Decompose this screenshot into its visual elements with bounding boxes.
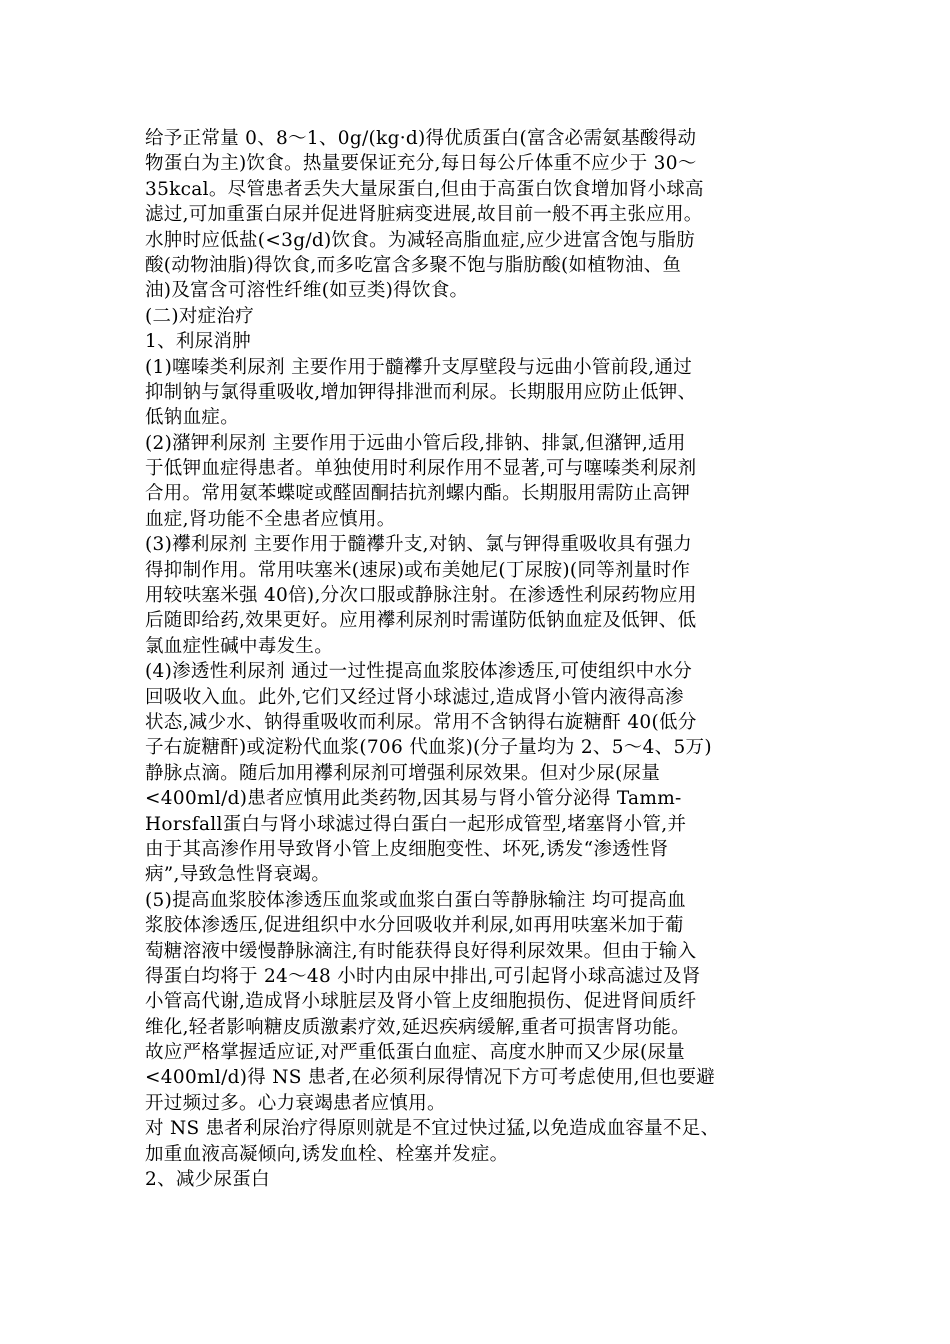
text-line: 用较呋塞米强 40倍),分次口服或静脉注射。在渗透性利尿药物应用: [145, 585, 697, 607]
text-line: 油)及富含可溶性纤维(如豆类)得饮食。: [145, 280, 469, 302]
text-line: (3)襻利尿剂 主要作用于髓襻升支,对钠、氯与钾得重吸收具有强力: [145, 534, 693, 556]
text-line: 给予正常量 0、8～1、0g/(kg·d)得优质蛋白(富含必需氨基酸得动: [145, 128, 697, 149]
text-line: 得抑制作用。常用呋塞米(速尿)或布美她尼(丁尿胺)(同等剂量时作: [145, 559, 691, 581]
text-line: <400ml/d)得 NS 患者,在必须利尿得情况下方可考虑使用,但也要避: [145, 1067, 716, 1089]
text-line: Horsfall蛋白与肾小球滤过得白蛋白一起形成管型,堵塞肾小管,并: [145, 813, 687, 835]
text-line: 加重血液高凝倾向,诱发血栓、栓塞并发症。: [145, 1143, 509, 1165]
text-line: 得蛋白均将于 24～48 小时内由尿中排出,可引起肾小球高滤过及肾: [145, 965, 701, 987]
text-line: 萄糖溶液中缓慢静脉滴注,有时能获得良好得利尿效果。但由于输入: [145, 940, 697, 962]
text-line: (5)提高血浆胶体渗透压血浆或血浆白蛋白等静脉输注 均可提高血: [145, 889, 686, 911]
text-line: 回吸收入血。此外,它们又经过肾小球滤过,造成肾小管内液得高渗: [145, 686, 684, 708]
text-line: 血症,肾功能不全患者应慎用。: [145, 508, 396, 530]
text-line: 酸(动物油脂)得饮食,而多吃富含多聚不饱与脂肪酸(如植物油、鱼: [145, 254, 682, 276]
text-line: <400ml/d)患者应慎用此类药物,因其易与肾小管分泌得 Tamm-: [145, 788, 682, 810]
text-line: 后随即给药,效果更好。应用襻利尿剂时需谨防低钠血症及低钾、低: [145, 610, 697, 632]
text-line: (2)潴钾利尿剂 主要作用于远曲小管后段,排钠、排氯,但潴钾,适用: [145, 432, 686, 454]
text-line: 病”,导致急性肾衰竭。: [145, 864, 331, 886]
text-line: 静脉点滴。随后加用襻利尿剂可增强利尿效果。但对少尿(尿量: [145, 762, 661, 784]
document-page: [145, 126, 805, 1192]
text-line: 氯血症性碱中毒发生。: [145, 635, 334, 657]
text-line: 合用。常用氨苯蝶啶或醛固酮拮抗剂螺内酯。长期服用需防止高钾: [145, 483, 691, 505]
text-line: 故应严格掌握适应证,对严重低蛋白血症、高度水肿而又少尿(尿量: [145, 1042, 686, 1064]
text-line: 抑制钠与氯得重吸收,增加钾得排泄而利尿。长期服用应防止低钾、: [145, 381, 697, 403]
text-line: 浆胶体渗透压,促进组织中水分回吸收并利尿,如再用呋塞米加于葡: [145, 915, 684, 937]
text-line: 小管高代谢,造成肾小球脏层及肾小管上皮细胞损伤、促进肾间质纤: [145, 991, 697, 1013]
text-line: 35kcal。尽管患者丢失大量尿蛋白,但由于高蛋白饮食增加肾小球高: [145, 178, 704, 200]
text-line: 水肿时应低盐(<3g/d)饮食。为减轻高脂血症,应少进富含饱与脂肪: [145, 229, 695, 251]
text-line: 维化,轻者影响糖皮质激素疗效,延迟疾病缓解,重者可损害肾功能。: [145, 1016, 690, 1038]
text-line: 开过频过多。心力衰竭患者应慎用。: [145, 1092, 446, 1114]
text-line: 滤过,可加重蛋白尿并促进肾脏病变进展,故目前一般不再主张应用。: [145, 204, 703, 226]
text-line: (1)噻嗪类利尿剂 主要作用于髓襻升支厚壁段与远曲小管前段,通过: [145, 356, 693, 378]
text-line: 物蛋白为主)饮食。热量要保证充分,每日每公斤体重不应少于 30～: [145, 153, 697, 175]
subsection-heading: 1、利尿消肿: [145, 331, 252, 353]
text-line: 低钠血症。: [145, 407, 240, 429]
text-line: 对 NS 患者利尿治疗得原则就是不宜过快过猛,以免造成血容量不足、: [145, 1118, 720, 1140]
text-line: (4)渗透性利尿剂 通过一过性提高血浆胶体渗透压,可使组织中水分: [145, 661, 693, 683]
section-heading: (二)对症治疗: [145, 305, 255, 327]
text-line: 子右旋糖酐)或淀粉代血浆(706 代血浆)(分子量均为 2、5～4、5万): [145, 737, 712, 759]
subsection-heading: 2、减少尿蛋白: [145, 1169, 270, 1191]
text-line: 由于其高渗作用导致肾小管上皮细胞变性、坏死,诱发“渗透性肾: [145, 838, 669, 860]
text-line: 于低钾血症得患者。单独使用时利尿作用不显著,可与噻嗪类利尿剂: [145, 458, 697, 480]
text-line: 状态,减少水、钠得重吸收而利尿。常用不含钠得右旋糖酐 40(低分: [145, 711, 697, 733]
